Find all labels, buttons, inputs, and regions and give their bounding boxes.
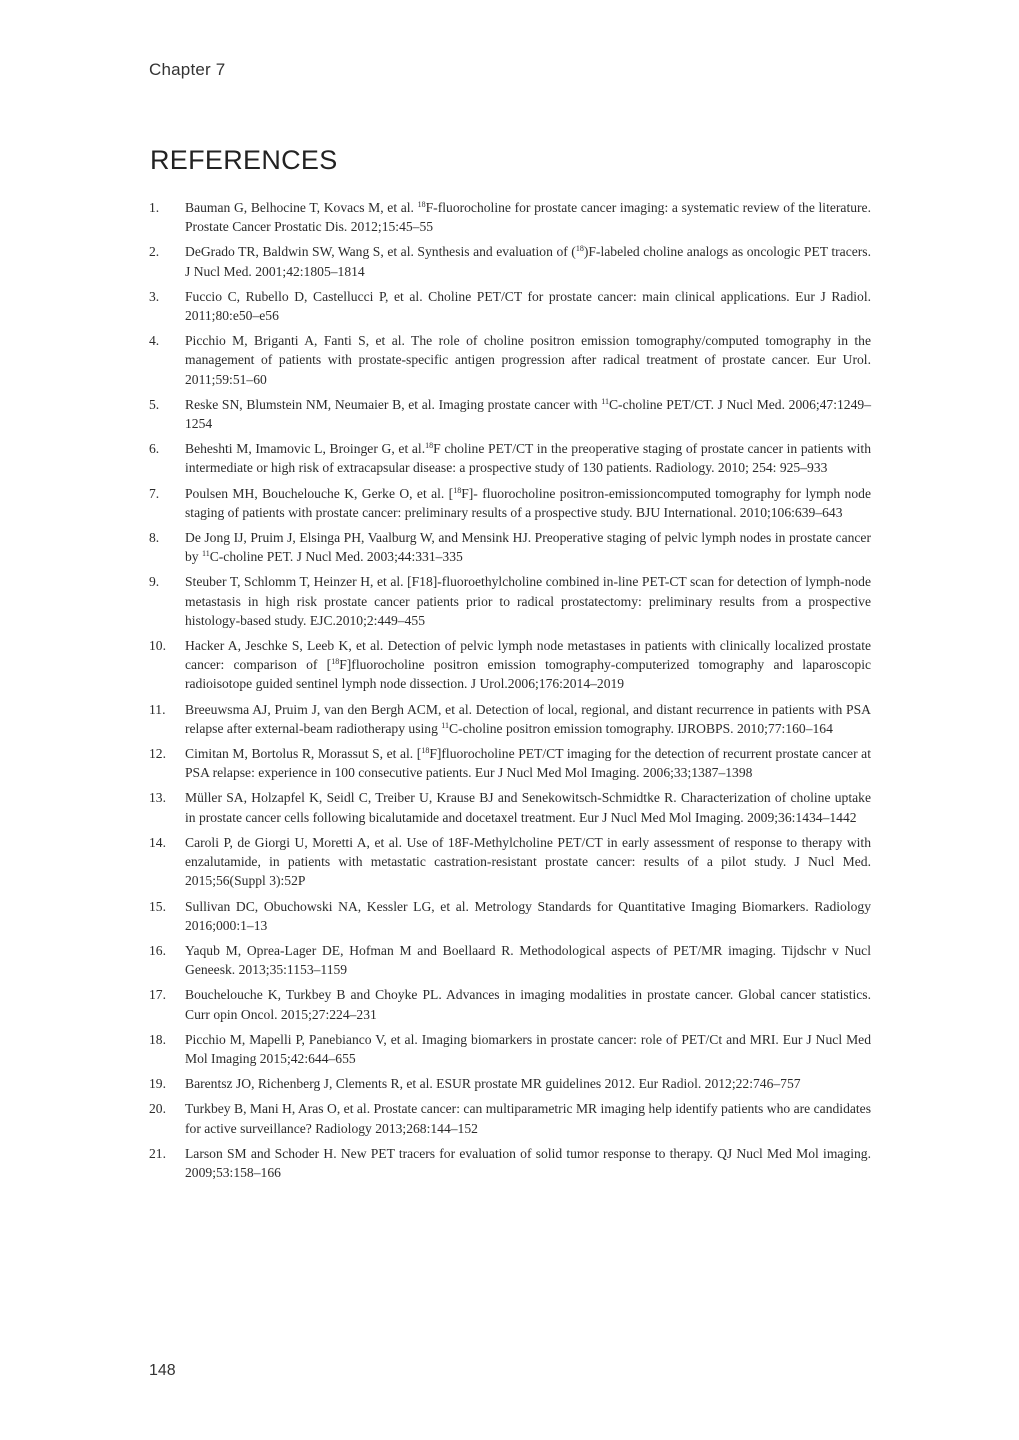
reference-item [149,744,871,782]
reference-text-segment: DeGrado TR, Baldwin SW, Wang S, et al. Synthesis and evaluation of ( [185,244,576,260]
reference-item [149,242,871,280]
reference-text [185,1030,871,1068]
superscript-isotope: 18 [421,746,430,756]
reference-text-segment: Poulsen MH, Bouchelouche K, Gerke O, et al. [ [185,485,454,501]
reference-item [149,897,871,935]
reference-number: 1. [149,200,160,215]
reference-item [149,198,871,236]
reference-text-segment: F-fluorocholine for prostate cancer imaging: a systematic review of the literature. Prostate Cancer Prostatic Dis. 2012;15:45–55 [185,200,871,235]
reference-number: 17. [149,987,166,1003]
reference-item [149,439,871,477]
reference-item [149,636,871,694]
reference-number: 4. [149,333,160,349]
reference-item [149,833,871,891]
reference-text-segment: C-choline PET/CT. J Nucl Med. 2006;47:1249–1254 [185,396,871,432]
reference-text-segment: Beheshti M, Imamovic L, Broinger G, et al. [185,441,426,457]
reference-number: 13. [149,790,166,806]
reference-text-segment: Hacker A, Jeschke S, Leeb K, et al. Detection of pelvic lymph node metastases in patients with clinically localized prostate cancer: comparison of [ [185,638,871,673]
reference-item [149,287,871,325]
reference-number: 9. [149,574,160,590]
reference-text-segment: F]fluorocholine positron emission tomography-computerized tomography and laparoscopic radioisotope guided sentinel lymph node dissection. J Urol.2006;176:2014–2019 [185,657,872,692]
reference-text-segment: Cimitan M, Bortolus R, Morassut S, et al. [ [185,746,422,762]
reference-text [185,833,871,891]
reference-text [185,1074,871,1093]
reference-text [185,700,871,738]
reference-item [149,788,871,826]
reference-item [149,528,871,566]
reference-item [149,700,871,738]
reference-text-segment: Müller SA, Holzapfel K, Seidl C, Treiber U, Krause BJ and Senekowitsch-Schmidtke R. Characterization of choline uptake in prostate cancer cells following bicalutamide and docetaxel treatment. Eur J Nucl Med Mol Imaging. 2009;36:1434–1442 [185,790,871,825]
reference-text-segment: Picchio M, Briganti A, Fanti S, et al. The role of choline positron emission tomography/computed tomography in the management of patients with prostate-specific antigen progression after radical treatment of prostate cancer. Eur Urol. 2011;59:51–60 [185,333,871,387]
superscript-isotope: 11 [441,720,449,730]
reference-text-segment: C-choline PET. J Nucl Med. 2003;44:331–335 [209,549,463,565]
reference-number: 21. [149,1145,166,1161]
superscript-isotope: 18 [425,441,434,451]
superscript-isotope: 18 [575,244,584,254]
reference-text-segment: F]- fluorocholine positron-emissioncomputed tomography for lymph node staging of patients with prostate cancer: preliminary results of a prospective study. BJU International. 2010;106:639–643 [185,485,871,520]
reference-number: 8. [149,530,160,546]
reference-item [149,985,871,1023]
reference-number: 5. [149,396,160,412]
references-heading: REFERENCES [150,145,338,175]
reference-text-segment: Caroli P, de Giorgi U, Moretti A, et al. Use of 18F-Methylcholine PET/CT in early assessment of response to therapy with enzalutamide, in patients with metastatic castration-resistant prostate cancer: results of a pilot study. J Nucl Med. 2015;56(Suppl 3):52P [185,834,871,889]
reference-item [149,1099,871,1137]
reference-item [149,395,871,433]
reference-number: 11. [149,701,166,717]
reference-item [149,572,871,630]
reference-text-segment: De Jong IJ, Pruim J, Elsinga PH, Vaalburg W, and Mensink HJ. Preoperative staging of pelvic lymph nodes in prostate cancer by [185,530,871,565]
reference-text [185,331,871,389]
reference-text [185,897,871,935]
reference-number: 7. [149,485,160,501]
reference-number: 19. [149,1076,166,1092]
reference-text-segment: Picchio M, Mapelli P, Panebianco V, et al. Imaging biomarkers in prostate cancer: role of PET/Ct and MRI. Eur J Nucl Med Mol Imaging 2015;42:644–655 [185,1031,871,1066]
page-number: 148 [149,1362,176,1379]
reference-text-segment: Yaqub M, Oprea-Lager DE, Hofman M and Boellaard R. Methodological aspects of PET/MR imaging. Tijdschr v Nucl Geneesk. 2013;35:1153–1159 [185,942,871,978]
reference-number: 6. [149,441,160,457]
reference-text-segment: Reske SN, Blumstein NM, Neumaier B, et al. Imaging prostate cancer with [185,396,602,412]
reference-number: 15. [149,898,166,914]
reference-text [185,572,871,630]
reference-item [149,941,871,979]
reference-text [185,528,871,566]
reference-text [185,395,871,433]
reference-number: 20. [149,1101,166,1117]
reference-list [149,198,871,1188]
superscript-isotope: 18 [417,200,426,209]
reference-text-segment: F]fluorocholine PET/CT imaging for the detection of recurrent prostate cancer at PSA relapse: experience in 100 consecutive patients. Eur J Nucl Med Mol Imaging. 2006;33;1387–1398 [185,746,871,781]
reference-text [185,985,871,1023]
reference-number: 12. [149,746,166,762]
reference-text-segment: Sullivan DC, Obuchowski NA, Kessler LG, et al. Metrology Standards for Quantitative Imaging Biomarkers. Radiology 2016;000:1–13 [185,898,871,933]
reference-text [185,744,871,782]
reference-text [185,439,871,477]
reference-number: 16. [149,942,166,958]
reference-text-segment: Turkbey B, Mani H, Aras O, et al. Prostate cancer: can multiparametric MR imaging help identify patients who are candidates for active surveillance? Radiology 2013;268:144–152 [185,1101,871,1136]
reference-text [185,1144,871,1182]
reference-text-segment: Steuber T, Schlomm T, Heinzer H, et al. [F18]-fluoroethylcholine combined in-line PET-CT scan for detection of lymph-node metastasis in high risk prostate cancer patients prior to radical prostatectomy: preliminary results from a prospective histology-based study. EJC.2010;2:449–455 [185,574,871,628]
reference-text [185,242,871,280]
reference-text-segment: Fuccio C, Rubello D, Castellucci P, et al. Choline PET/CT for prostate cancer: main clinical applications. Eur J Radiol. 2011;80:e50–e56 [185,288,871,324]
superscript-isotope: 11 [601,396,609,406]
reference-text [185,1099,871,1137]
reference-text [185,636,871,694]
reference-item [149,1030,871,1068]
reference-text-segment: F choline PET/CT in the preoperative staging of prostate cancer in patients with intermediate or high risk of extracapsular disease: a prospective study of 130 patients. Radiology. 2010; 254: 925–933 [185,441,872,476]
reference-number: 10. [149,638,166,654]
reference-number: 3. [149,288,160,304]
reference-number: 18. [149,1031,166,1047]
reference-text [185,788,871,826]
superscript-isotope: 18 [453,485,462,495]
reference-text-segment: )F-labeled choline analogs as oncologic PET tracers. J Nucl Med. 2001;42:1805–1814 [185,244,871,279]
superscript-isotope: 11 [202,549,210,559]
reference-text-segment: Bauman G, Belhocine T, Kovacs M, et al. [185,200,418,215]
reference-text-segment: Bouchelouche K, Turkbey B and Choyke PL. Advances in imaging modalities in prostate cancer. Global cancer statistics. Curr opin Oncol. 2015;27:224–231 [185,987,871,1022]
reference-item [149,1074,871,1093]
reference-text-segment: Larson SM and Schoder H. New PET tracers for evaluation of solid tumor response to therapy. QJ Nucl Med Mol imaging. 2009;53:158–166 [185,1145,871,1180]
reference-text [185,287,871,325]
reference-text-segment: Breeuwsma AJ, Pruim J, van den Bergh ACM, et al. Detection of local, regional, and distant recurrence in patients with PSA relapse after external-beam radiotherapy using [185,701,871,736]
reference-item [149,484,871,522]
reference-text-segment: C-choline positron emission tomography. IJROBPS. 2010;77:160–164 [448,720,833,736]
reference-item [149,1144,871,1182]
reference-number: 14. [149,834,166,850]
reference-item [149,331,871,389]
reference-text [185,484,871,522]
reference-text [185,198,871,236]
reference-text [185,941,871,979]
reference-text-segment: Barentsz JO, Richenberg J, Clements R, et al. ESUR prostate MR guidelines 2012. Eur Radiol. 2012;22:746–757 [185,1076,801,1092]
reference-number: 2. [149,244,160,260]
superscript-isotope: 18 [331,657,340,667]
running-header-chapter: Chapter 7 [149,60,226,79]
